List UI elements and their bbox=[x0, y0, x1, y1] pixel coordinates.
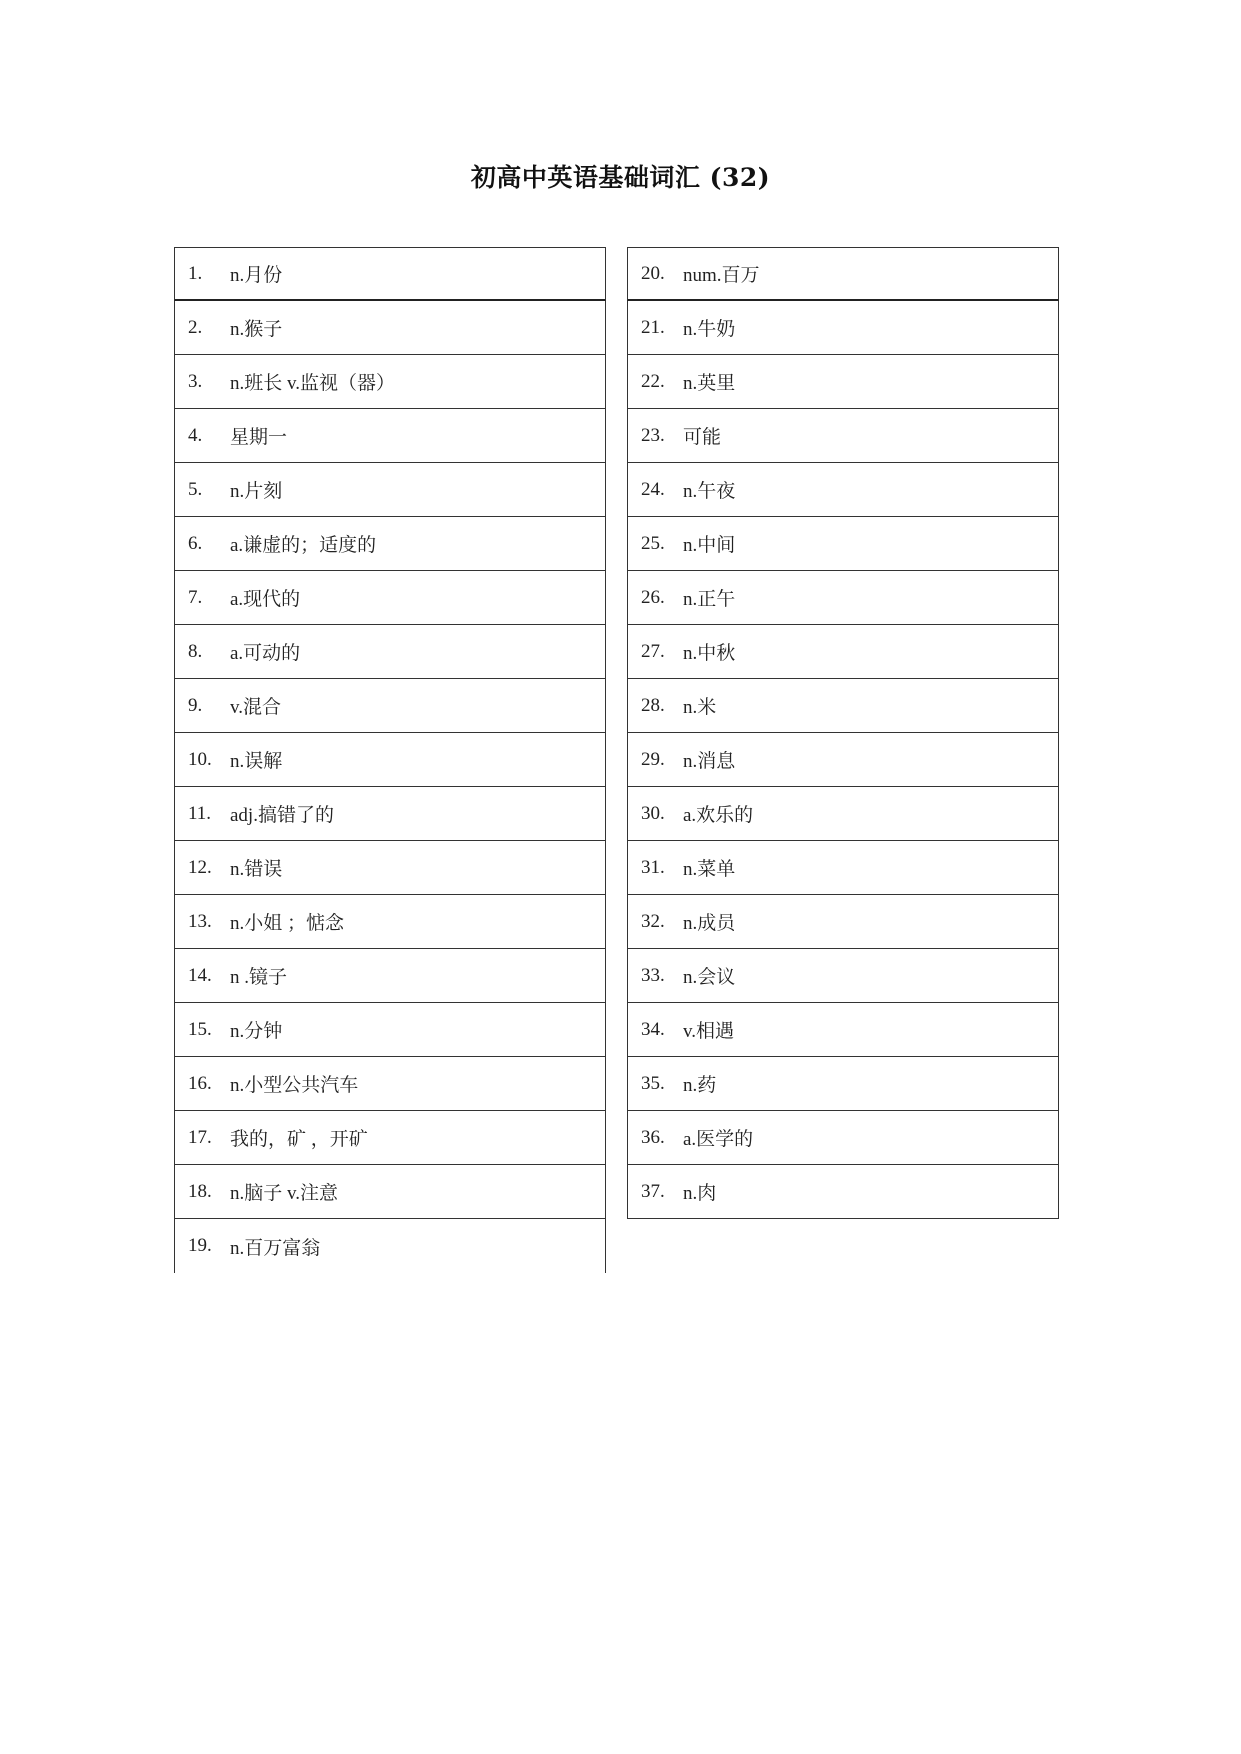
vocab-row bbox=[627, 733, 1059, 787]
item-number: 15. bbox=[188, 1018, 212, 1040]
vocab-row bbox=[174, 841, 606, 895]
item-number: 2. bbox=[188, 316, 203, 338]
item-definition: n.中秋 bbox=[683, 643, 736, 664]
item-definition: n.消息 bbox=[683, 751, 736, 772]
item-definition: n.米 bbox=[683, 697, 717, 718]
item-number: 14. bbox=[188, 964, 212, 986]
item-definition: n.牛奶 bbox=[683, 319, 736, 340]
item-definition: n.成员 bbox=[683, 913, 736, 934]
vocab-column-left bbox=[174, 247, 606, 1273]
item-number: 1. bbox=[188, 262, 203, 284]
item-number: 17. bbox=[188, 1126, 212, 1148]
item-number: 25. bbox=[641, 532, 665, 554]
vocab-row bbox=[174, 571, 606, 625]
item-definition: n.午夜 bbox=[683, 481, 736, 502]
vocab-row bbox=[174, 733, 606, 787]
item-definition: v.混合 bbox=[230, 697, 282, 718]
item-number: 24. bbox=[641, 478, 665, 500]
item-number: 12. bbox=[188, 856, 212, 878]
item-number: 37. bbox=[641, 1180, 665, 1202]
item-number: 7. bbox=[188, 586, 203, 608]
item-number: 21. bbox=[641, 316, 665, 338]
item-number: 28. bbox=[641, 694, 665, 716]
item-definition: n.班长 v.监视（器） bbox=[230, 373, 396, 394]
item-number: 10. bbox=[188, 748, 212, 770]
item-number: 23. bbox=[641, 424, 665, 446]
item-number: 8. bbox=[188, 640, 203, 662]
item-number: 34. bbox=[641, 1018, 665, 1040]
vocab-row bbox=[627, 517, 1059, 571]
item-definition: v.相遇 bbox=[683, 1021, 735, 1042]
vocab-row bbox=[627, 1057, 1059, 1111]
vocab-row bbox=[627, 841, 1059, 895]
vocab-row bbox=[174, 1003, 606, 1057]
item-definition: n.误解 bbox=[230, 751, 283, 772]
item-number: 19. bbox=[188, 1235, 212, 1256]
item-number: 18. bbox=[188, 1180, 212, 1202]
vocab-row bbox=[174, 1219, 606, 1273]
vocab-row bbox=[174, 1111, 606, 1165]
vocab-row bbox=[627, 949, 1059, 1003]
vocab-row bbox=[627, 301, 1059, 355]
item-definition: n.菜单 bbox=[683, 859, 736, 880]
vocab-row bbox=[627, 1003, 1059, 1057]
vocab-row bbox=[627, 679, 1059, 733]
item-definition: n.小型公共汽车 bbox=[230, 1075, 359, 1096]
vocab-row bbox=[627, 1165, 1059, 1219]
vocab-row bbox=[174, 895, 606, 949]
vocab-row bbox=[627, 895, 1059, 949]
vocab-row bbox=[174, 409, 606, 463]
vocab-row bbox=[174, 679, 606, 733]
item-number: 30. bbox=[641, 802, 665, 824]
vocab-row bbox=[627, 355, 1059, 409]
item-definition: a.欢乐的 bbox=[683, 805, 754, 826]
vocab-row bbox=[627, 571, 1059, 625]
vocab-row bbox=[627, 1111, 1059, 1165]
item-definition: n.正午 bbox=[683, 589, 736, 610]
item-definition: a.现代的 bbox=[230, 589, 301, 610]
item-definition: n.中间 bbox=[683, 535, 736, 556]
item-number: 26. bbox=[641, 586, 665, 608]
item-definition: n .镜子 bbox=[230, 967, 288, 988]
item-number: 27. bbox=[641, 640, 665, 662]
page-title: 初高中英语基础词汇 (32) bbox=[470, 163, 771, 192]
item-number: 31. bbox=[641, 856, 665, 878]
item-number: 13. bbox=[188, 910, 212, 932]
item-number: 3. bbox=[188, 370, 203, 392]
item-number: 33. bbox=[641, 964, 665, 986]
vocab-row bbox=[174, 1057, 606, 1111]
vocab-row bbox=[627, 409, 1059, 463]
item-definition: n.猴子 bbox=[230, 319, 283, 340]
vocab-row bbox=[174, 949, 606, 1003]
item-definition: n.会议 bbox=[683, 967, 736, 988]
item-number: 22. bbox=[641, 370, 665, 392]
vocab-row bbox=[174, 301, 606, 355]
item-definition: n.分钟 bbox=[230, 1021, 283, 1042]
vocab-row bbox=[174, 787, 606, 841]
item-number: 29. bbox=[641, 748, 665, 770]
vocab-row bbox=[174, 1165, 606, 1219]
vocab-row bbox=[627, 463, 1059, 517]
vocab-column-right bbox=[627, 247, 1059, 1219]
item-definition: a.谦虚的；适度的 bbox=[230, 535, 377, 556]
vocab-row bbox=[174, 463, 606, 517]
item-definition: n.药 bbox=[683, 1075, 717, 1096]
item-definition: n.片刻 bbox=[230, 481, 283, 502]
vocab-row bbox=[627, 247, 1059, 301]
item-definition: n.脑子 v.注意 bbox=[230, 1183, 339, 1204]
item-number: 20. bbox=[641, 262, 665, 284]
item-definition: 可能 bbox=[683, 427, 722, 448]
item-number: 11. bbox=[188, 802, 212, 824]
vocab-row bbox=[174, 517, 606, 571]
item-number: 35. bbox=[641, 1072, 665, 1094]
item-definition: a.医学的 bbox=[683, 1129, 754, 1150]
item-number: 4. bbox=[188, 424, 203, 446]
item-number: 6. bbox=[188, 532, 203, 554]
item-number: 5. bbox=[188, 478, 203, 500]
vocab-row bbox=[174, 625, 606, 679]
vocab-row bbox=[174, 355, 606, 409]
item-number: 16. bbox=[188, 1072, 212, 1094]
vocab-row bbox=[627, 787, 1059, 841]
item-number: 36. bbox=[641, 1126, 665, 1148]
item-definition: n.小姐 ；惦念 bbox=[230, 913, 345, 934]
vocab-row bbox=[627, 625, 1059, 679]
item-definition: 星期一 bbox=[230, 427, 288, 448]
vocab-row bbox=[174, 247, 606, 301]
item-definition: num.百万 bbox=[683, 265, 760, 286]
item-definition: n.月份 bbox=[230, 265, 283, 286]
item-definition: n.肉 bbox=[683, 1183, 717, 1204]
item-number: 32. bbox=[641, 910, 665, 932]
item-definition: a.可动的 bbox=[230, 643, 301, 664]
item-definition: n.百万富翁 bbox=[230, 1237, 321, 1259]
item-definition: adj.搞错了的 bbox=[230, 805, 334, 826]
item-definition: 我的，矿 ，开矿 bbox=[230, 1129, 368, 1150]
item-definition: n.英里 bbox=[683, 373, 736, 394]
item-definition: n.错误 bbox=[230, 859, 283, 880]
item-number: 9. bbox=[188, 694, 203, 716]
